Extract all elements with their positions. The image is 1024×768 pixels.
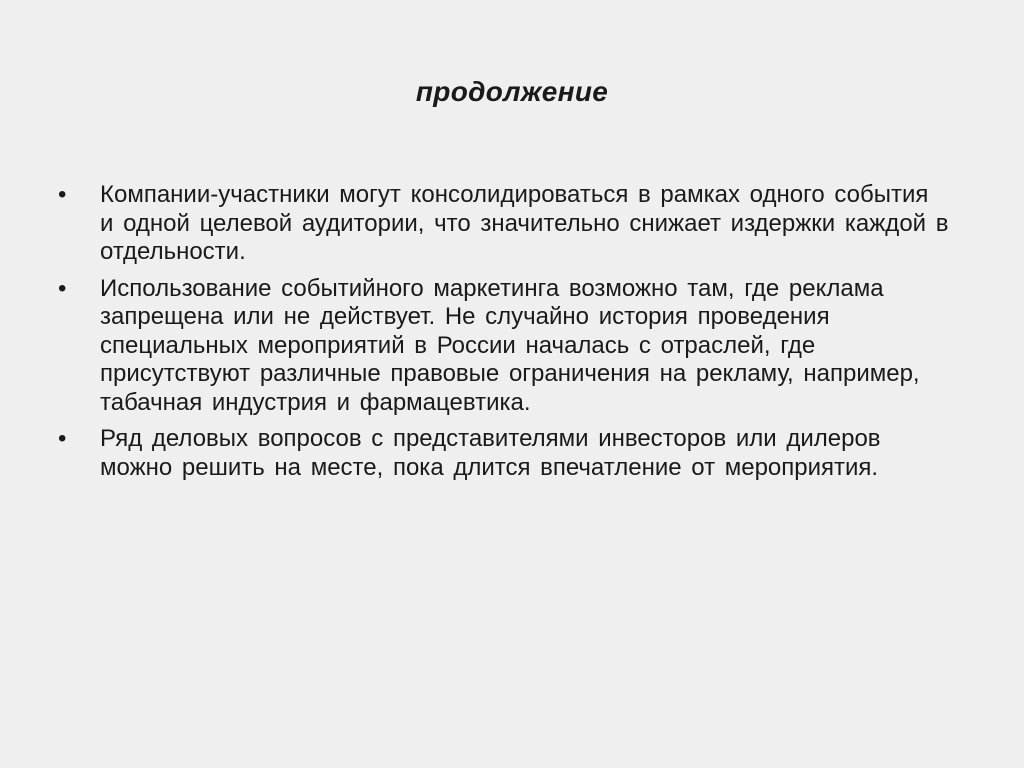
bullet-text: Использование событийного маркетинга возможно там, где реклама запрещена или не действует. Не случайно история проведения специальных мероприятий в России началась с отраслей, где присутствуют различные правовые ограничения на рекламу, например, табачная индустрия и фармацевтика. [100,274,920,416]
slide-title: продолжение [415,76,609,107]
bullet-list [58,181,958,490]
bullet-item-2 [58,275,958,418]
bullet-dot-icon: • [58,181,67,208]
bullet-item-3 [58,425,958,482]
bullet-dot-icon: • [58,425,67,452]
bullet-item-1 [58,181,958,267]
bullet-text: Ряд деловых вопросов с представителями инвесторов или дилеров можно решить на месте, пока длится впечатление от мероприятия. [100,425,881,481]
bullet-dot-icon: • [58,274,67,302]
bullet-text: Компании-участники могут консолидироваться в рамках одного события и одной целевой аудитории, что значительно снижает издержки каждой в отдельности. [100,181,949,265]
